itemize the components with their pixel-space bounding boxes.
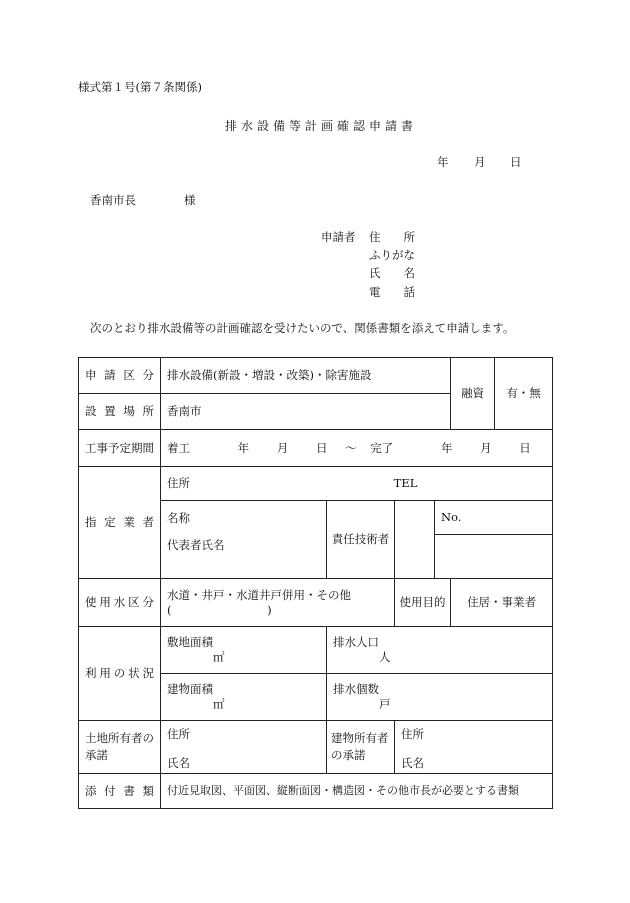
bldg-owner-label: 建物所有者の承諾 xyxy=(327,721,395,774)
land-owner-cell xyxy=(161,721,327,774)
water-value-cell xyxy=(161,579,395,627)
financing-value: 有・無 xyxy=(495,358,553,430)
addressee-honorific: 様 xyxy=(184,193,196,207)
schedule-row xyxy=(161,430,553,467)
applicant-address-label: 住 所 xyxy=(369,230,415,244)
drain-count-label: 排水個数 xyxy=(333,682,379,697)
engineer-name-cell xyxy=(435,535,553,579)
addressee-mayor: 香南市長 xyxy=(90,193,136,207)
purpose-value: 住居・事業者 xyxy=(451,579,553,627)
contractor-rep-label: 代表者氏名 xyxy=(167,537,225,552)
application-table xyxy=(78,357,553,809)
date-month: 月 xyxy=(474,155,486,169)
land-owner-name-label: 氏名 xyxy=(167,755,190,770)
schedule-end-month: 月 xyxy=(480,440,492,455)
date-day: 日 xyxy=(510,155,522,169)
contractor-name-cell xyxy=(161,501,327,579)
engineer-label: 責任技術者 xyxy=(327,501,395,579)
usage-label: 利用の状況 xyxy=(79,627,161,721)
site-area-cell xyxy=(161,627,327,674)
drain-count-cell xyxy=(327,674,553,721)
application-type-label: 申請区分 xyxy=(79,358,161,394)
water-paren-close: ) xyxy=(267,602,272,617)
schedule-start-day: 日 xyxy=(315,440,328,455)
bldg-owner-address-label: 住所 xyxy=(401,727,424,741)
form-number: 様式第１号(第７条関係) xyxy=(78,80,202,94)
bldg-area-label: 建物面積 xyxy=(167,682,213,697)
engineer-no-label: No. xyxy=(435,501,553,535)
schedule-start: 着工 xyxy=(167,440,190,455)
water-paren-open: ( xyxy=(167,602,172,617)
applicant-furigana-label: ふりがな xyxy=(369,248,415,262)
drain-pop-label: 排水人口 xyxy=(333,635,379,650)
site-area-label: 敷地面積 xyxy=(167,635,213,650)
attachments-label: 添付書類 xyxy=(79,774,161,809)
bldg-area-cell xyxy=(161,674,327,721)
applicant-name-label: 氏 名 xyxy=(369,266,415,280)
contractor-label: 指定業者 xyxy=(79,467,161,579)
date-year: 年 xyxy=(437,155,449,169)
bldg-owner-name-label: 氏名 xyxy=(401,755,424,770)
drain-pop-cell xyxy=(327,627,553,674)
financing-label: 融資 xyxy=(451,358,495,430)
intro-text: 次のとおり排水設備等の計画確認を受けたいので、関係書類を添えて申請します。 xyxy=(90,321,515,335)
page-title: 排水設備等計画確認申請書 xyxy=(225,119,418,133)
schedule-label: 工事予定期間 xyxy=(79,430,161,467)
water-label: 使用水区分 xyxy=(79,579,161,627)
schedule-end-year: 年 xyxy=(440,440,453,455)
land-owner-address-label: 住所 xyxy=(167,727,190,741)
site-area-unit: ㎡ xyxy=(213,650,225,664)
land-owner-label: 土地所有者の承諾 xyxy=(79,721,161,774)
location-value: 香南市 xyxy=(161,394,451,430)
contractor-name-label: 名称 xyxy=(167,511,190,525)
engineer-spacer xyxy=(395,501,435,579)
application-type-value: 排水設備(新設・増設・改築)・除害施設 xyxy=(161,358,451,394)
bldg-owner-cell xyxy=(395,721,553,774)
drain-pop-unit: 人 xyxy=(379,650,391,664)
attachments-value: 付近見取図、平面図、縦断面図・構造図・その他市長が必要とする書類 xyxy=(161,774,553,809)
schedule-start-month: 月 xyxy=(276,440,289,455)
schedule-start-year: 年 xyxy=(237,440,250,455)
applicant-role: 申請者 xyxy=(321,230,356,244)
schedule-tilde: ～ xyxy=(345,440,357,455)
applicant-phone-label: 電 話 xyxy=(369,285,415,299)
contractor-address-row xyxy=(161,467,553,501)
bldg-area-unit: ㎡ xyxy=(213,697,225,711)
location-label: 設置場所 xyxy=(79,394,161,430)
schedule-end: 完了 xyxy=(370,440,394,455)
drain-count-unit: 戸 xyxy=(379,697,391,711)
water-value: 水道・井戸・水道井戸併用・その他 xyxy=(167,587,351,602)
purpose-label: 使用目的 xyxy=(395,579,451,627)
contractor-address-label: 住所 xyxy=(167,476,190,491)
schedule-end-day: 日 xyxy=(519,440,531,455)
contractor-tel-label: TEL xyxy=(393,476,418,491)
